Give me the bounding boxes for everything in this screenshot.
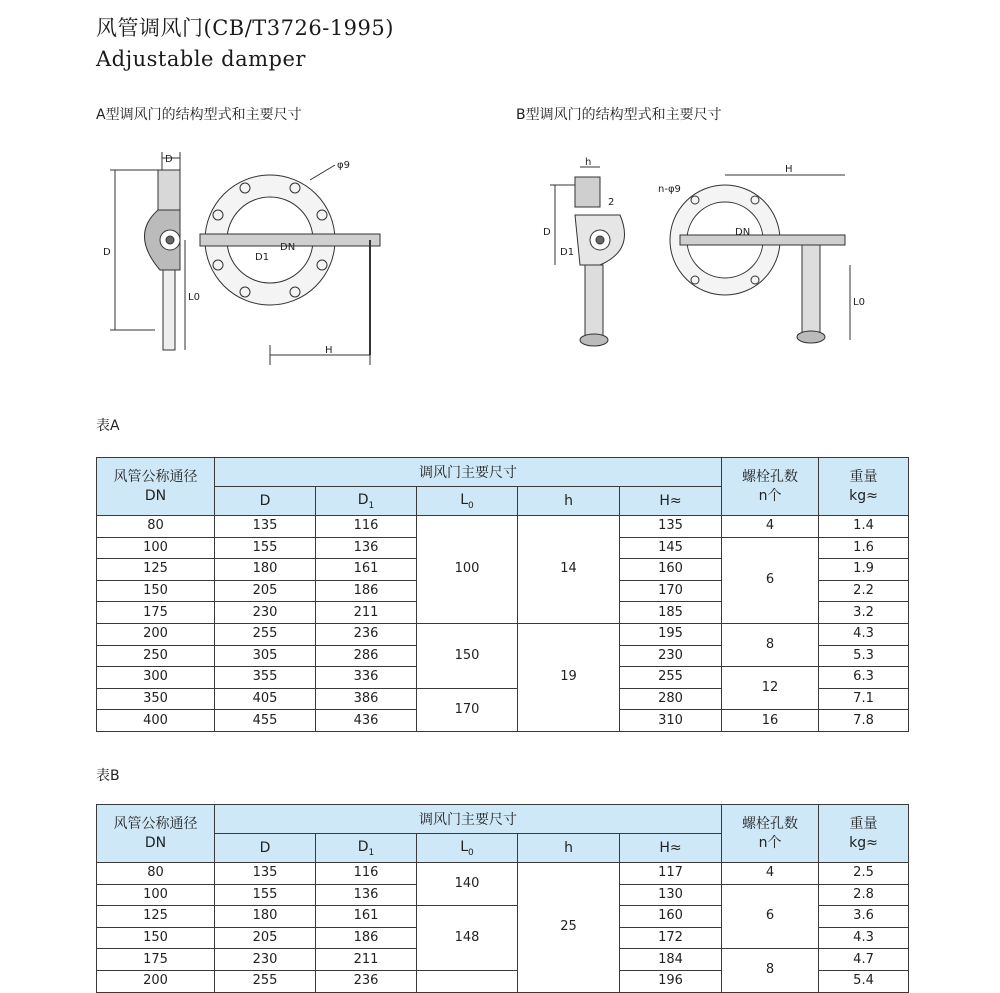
b-dim-DN: DN (735, 227, 751, 238)
header-D: D (215, 487, 316, 516)
table-row: 125 180 161 148 160 3.6 (97, 906, 909, 928)
handle-rod (163, 270, 175, 350)
b-dim-D1: D1 (560, 247, 575, 258)
dim-D-top: D (165, 154, 173, 165)
table-row: 250 305 286 230 5.3 (97, 645, 909, 667)
table-row: 80 135 116 140 25 117 4 2.5 (97, 863, 909, 885)
b-handle (585, 265, 603, 340)
header-bolts: 螺栓孔数 n个 (722, 805, 819, 863)
table-row: 100 155 136 130 6 2.8 (97, 884, 909, 906)
dim-D1: D1 (255, 252, 270, 263)
header-D: D (215, 834, 316, 863)
dim-DN: DN (280, 242, 296, 253)
table-row: 400 455 436 310 16 7.8 (97, 710, 909, 732)
table-row: 150 205 186 172 4.3 (97, 927, 909, 949)
header-bolts: 螺栓孔数 n个 (722, 458, 819, 516)
dim-D: D (103, 247, 111, 258)
table-row: 100 155 136 145 6 1.6 (97, 537, 909, 559)
page-title-cn: 风管调风门(CB/T3726-1995) (96, 16, 394, 40)
drawing-type-a (100, 140, 390, 375)
table-a (96, 457, 909, 732)
header-h: h (518, 487, 620, 516)
dim-H: H (325, 345, 333, 356)
caption-type-b: B型调风门的结构型式和主要尺寸 (516, 107, 722, 123)
table-b-label: 表B (96, 768, 120, 784)
header-L0: $L_0$ (417, 487, 518, 516)
header-main-dims: 调风门主要尺寸 (215, 458, 722, 487)
caption-type-a: A型调风门的结构型式和主要尺寸 (96, 107, 302, 123)
table-row: 200 255 236 150 19 195 8 4.3 (97, 623, 909, 645)
table-row: 200 255 236 196 5.4 (97, 970, 909, 992)
b-handle-front (802, 245, 820, 335)
header-D1: $D_1$ (316, 834, 417, 863)
table-row: 175 230 211 184 8 4.7 (97, 949, 909, 971)
drawing-type-b (540, 155, 870, 355)
table-a-label: 表A (96, 418, 120, 434)
header-weight: 重量 kg≈ (819, 805, 909, 863)
header-L0: $L_0$ (417, 834, 518, 863)
page-title-en: Adjustable damper (96, 47, 306, 71)
header-D1: $D_1$ (316, 487, 417, 516)
b-dim-H: H (785, 164, 793, 175)
header-H: H≈ (620, 487, 722, 516)
header-weight: 重量 kg≈ (819, 458, 909, 516)
b-side-flange (575, 177, 600, 207)
b-dim-nphi9: n-φ9 (658, 184, 681, 195)
table-row: 125 180 161 160 1.9 (97, 559, 909, 581)
dim-phi9: φ9 (337, 160, 350, 171)
header-h: h (518, 834, 620, 863)
b-dim-D: D (543, 227, 551, 238)
table-row: 175 230 211 185 3.2 (97, 602, 909, 624)
header-dn: 风管公称通径 DN (97, 458, 215, 516)
header-H: H≈ (620, 834, 722, 863)
table-row: 300 355 336 255 12 6.3 (97, 667, 909, 689)
table-b (96, 804, 909, 993)
b-dim-2: 2 (608, 197, 615, 208)
b-dim-L0: L0 (853, 297, 865, 308)
table-row: 80 135 116 100 14 135 4 1.4 (97, 516, 909, 538)
b-dim-h: h (585, 157, 592, 168)
header-main-dims: 调风门主要尺寸 (215, 805, 722, 834)
table-row: 150 205 186 170 2.2 (97, 580, 909, 602)
b-shaft (680, 235, 845, 245)
dim-L0: L0 (188, 292, 200, 303)
header-dn: 风管公称通径 DN (97, 805, 215, 863)
table-row: 350 405 386 170 280 7.1 (97, 688, 909, 710)
